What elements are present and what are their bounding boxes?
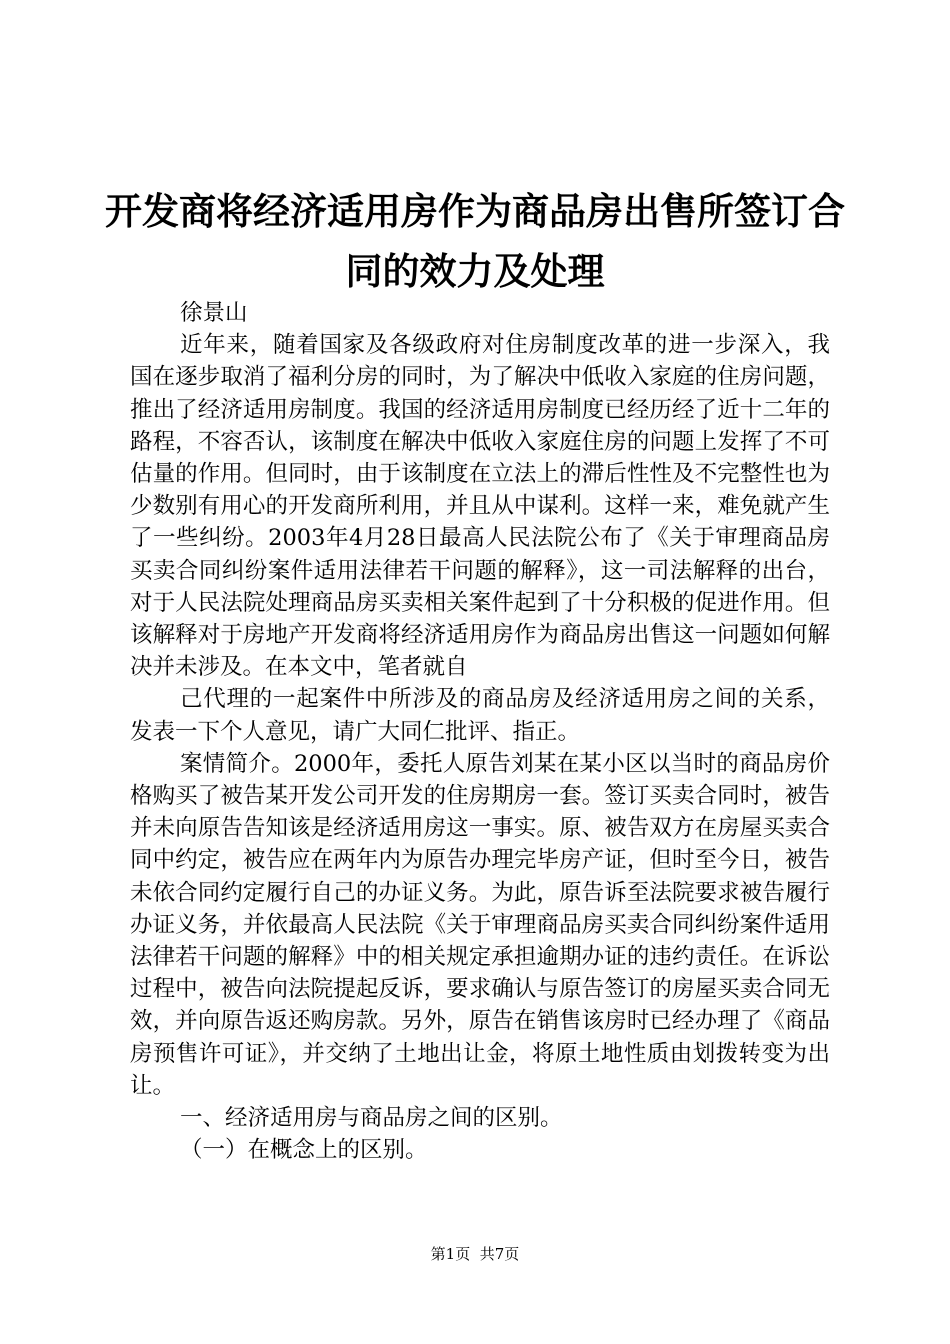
- document-title-line-2: 同的效力及处理: [345, 250, 605, 293]
- page-number: 第1页: [430, 1245, 471, 1263]
- body-paragraph: 案情简介。2000年，委托人原告刘某在某小区以当时的商品房价格购买了被告某开发公司开发的住房期房一套。签订买卖合同时，被告并未向原告告知该是经济适用房这一事实。原、被告双方在房屋买卖合同中约定，被告应在两年内为原告办理完毕房产证，但时至今日，被告未依合同约定履行自己的办证义务。为此，原告诉至法院要求被告履行办证义务，并依最高人民法院《关于审理商品房买卖合同纠纷案件适用法律若干问题的解释》中的相关规定承担逾期办证的违约责任。在诉讼过程中，被告向法院提起反诉，要求确认与原告签订的房屋买卖合同无效，并向原告返还购房款。另外，原告在销售该房时已经办理了《商品房预售许可证》，并交纳了土地出让金，将原土地性质由划拨转变为出让。: [130, 750, 830, 1099]
- page-footer: [0, 1244, 950, 1264]
- document-title-line-1: 开发商将经济适用房作为商品房出售所签订合: [105, 190, 845, 233]
- author-name: 徐景山: [180, 300, 248, 326]
- body-paragraph: 己代理的一起案件中所涉及的商品房及经济适用房之间的关系，发表一下个人意见，请广大同仁批评、指正。: [130, 686, 830, 745]
- section-heading: 一、经济适用房与商品房之间的区别。: [180, 1105, 563, 1132]
- body-paragraph: 近年来，随着国家及各级政府对住房制度改革的进一步深入，我国在逐步取消了福利分房的同时，为了解决中低收入家庭的住房问题，推出了经济适用房制度。我国的经济适用房制度已经历经了近十二年的路程，不容否认，该制度在解决中低收入家庭住房的问题上发挥了不可估量的作用。但同时，由于该制度在立法上的滞后性性及不完整性也为少数别有用心的开发商所利用，并且从中谋利。这样一来，难免就产生了一些纠纷。2003年4月28日最高人民法院公布了《关于审理商品房买卖合同纠纷案件适用法律若干问题的解释》，这一司法解释的出台，对于人民法院处理商品房买卖相关案件起到了十分积极的促进作用。但该解释对于房地产开发商将经济适用房作为商品房出售这一问题如何解决并未涉及。在本文中，笔者就自: [130, 332, 830, 681]
- document-body: [130, 297, 830, 1166]
- subsection-heading: （一）在概念上的区别。: [180, 1137, 428, 1164]
- total-pages: 共7页: [479, 1245, 520, 1263]
